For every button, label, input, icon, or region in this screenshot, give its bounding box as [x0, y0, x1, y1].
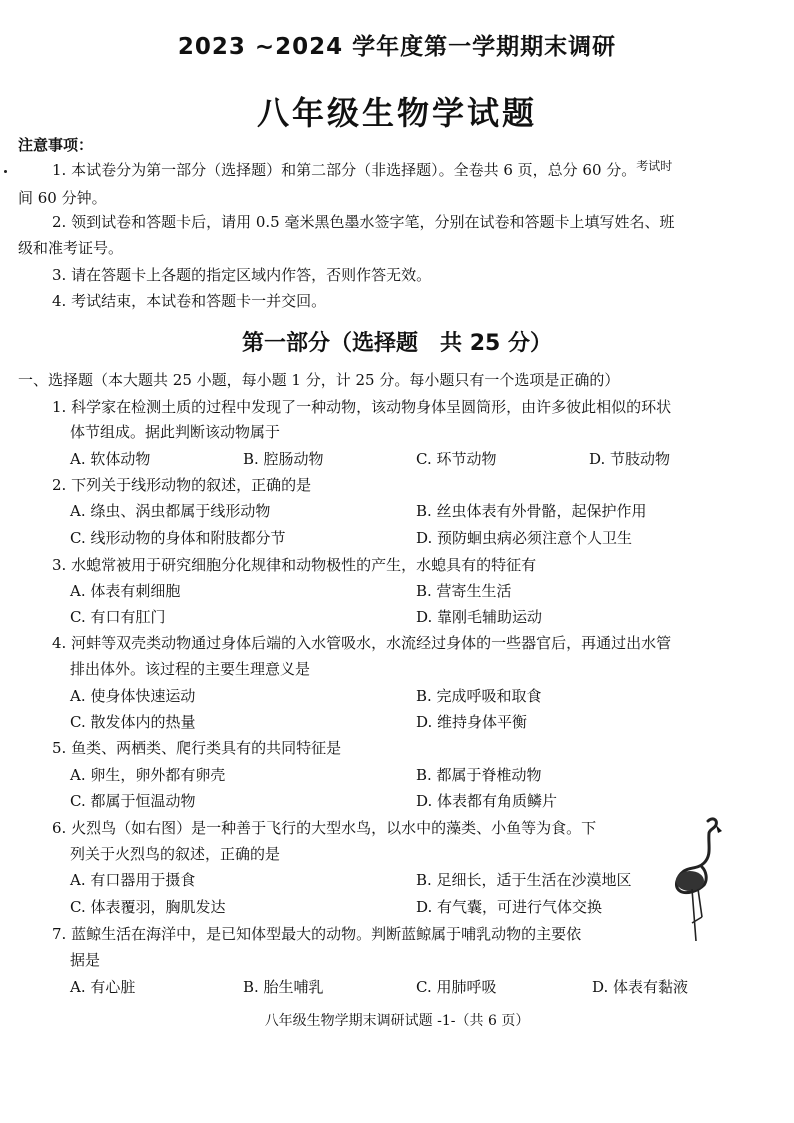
- question-7-option-c: C. 用肺呼吸: [416, 978, 497, 996]
- question-4-option-c: C. 散发体内的热量: [70, 713, 196, 731]
- notice-line-2: 2. 领到试卷和答题卡后，请用 0.5 毫米黑色墨水签字笔，分别在试卷和答题卡上填写姓名、班: [52, 213, 675, 231]
- question-5-option-a: A. 卵生，卵外都有卵壳: [70, 766, 226, 784]
- question-2-option-a: A. 绦虫、涡虫都属于线形动物: [70, 502, 271, 520]
- question-1-option-b: B. 腔肠动物: [243, 450, 324, 468]
- question-4-stem-1: 4. 河蚌等双壳类动物通过身体后端的入水管吸水，水流经过身体的一些器官后，再通过出水管: [52, 634, 672, 652]
- notice-line-1-text: 1. 本试卷分为第一部分（选择题）和第二部分（非选择题）。全卷共 6 页，总分 60 分。: [52, 161, 637, 179]
- flamingo-icon: [668, 815, 724, 945]
- question-1-option-a: A. 软体动物: [70, 450, 151, 468]
- question-7-stem-1: 7. 蓝鲸生活在海洋中，是已知体型最大的动物。判断蓝鲸属于哺乳动物的主要依: [52, 925, 582, 943]
- question-1-stem-1: 1. 科学家在检测土质的过程中发现了一种动物，该动物身体呈圆筒形，由许多彼此相似的环状: [52, 398, 672, 416]
- question-7-option-b: B. 胎生哺乳: [243, 978, 324, 996]
- question-3-option-c: C. 有口有肛门: [70, 608, 166, 626]
- question-5-option-c: C. 都属于恒温动物: [70, 792, 196, 810]
- question-5-option-b: B. 都属于脊椎动物: [416, 766, 542, 784]
- question-4-stem-2: 排出体外。该过程的主要生理意义是: [70, 660, 311, 678]
- question-1-stem-2: 体节组成。据此判断该动物属于: [70, 423, 281, 441]
- question-3-option-b: B. 营寄生生活: [416, 582, 512, 600]
- question-6-stem-2: 列关于火烈鸟的叙述，正确的是: [70, 845, 281, 863]
- question-6-option-a: A. 有口器用于摄食: [70, 871, 196, 889]
- question-2-option-d: D. 预防蛔虫病必须注意个人卫生: [416, 529, 633, 547]
- question-2-stem-1: 2. 下列关于线形动物的叙述，正确的是: [52, 476, 312, 494]
- notice-line-3: 3. 请在答题卡上各题的指定区域内作答，否则作答无效。: [52, 266, 432, 284]
- question-7-stem-2: 据是: [70, 951, 101, 969]
- notice-line-1-tail: 考试时: [636, 159, 673, 173]
- question-2-option-c: C. 线形动物的身体和附肢都分节: [70, 529, 286, 547]
- question-7-option-d: D. 体表有黏液: [592, 978, 689, 996]
- scan-speck: [4, 170, 7, 173]
- section-title: 第一部分（选择题 共 25 分）: [242, 331, 552, 356]
- question-7-option-a: A. 有心脏: [70, 978, 136, 996]
- notice-line-2b: 级和准考证号。: [18, 239, 124, 257]
- question-6-option-b: B. 足细长，适于生活在沙漠地区: [416, 871, 632, 889]
- question-1-option-d: D. 节肢动物: [589, 450, 671, 468]
- question-4-option-b: B. 完成呼吸和取食: [416, 687, 542, 705]
- question-6-option-d: D. 有气囊，可进行气体交换: [416, 898, 603, 916]
- question-1-option-c: C. 环节动物: [416, 450, 497, 468]
- exam-title: 八年级生物学试题: [256, 94, 537, 132]
- notice-line-1: [52, 160, 672, 181]
- question-3-stem-1: 3. 水螅常被用于研究细胞分化规律和动物极性的产生，水螅具有的特征有: [52, 556, 537, 574]
- question-4-option-a: A. 使身体快速运动: [70, 687, 196, 705]
- notice-line-4: 4. 考试结束，本试卷和答题卡一并交回。: [52, 292, 327, 310]
- question-6-option-c: C. 体表覆羽，胸肌发达: [70, 898, 226, 916]
- notice-heading: 注意事项：: [18, 136, 94, 154]
- question-4-option-d: D. 维持身体平衡: [416, 713, 528, 731]
- exam-header: 2023 ~2024 学年度第一学期期末调研: [177, 34, 617, 60]
- question-5-stem-1: 5. 鱼类、两栖类、爬行类具有的共同特征是: [52, 739, 342, 757]
- notice-line-1b: 间 60 分钟。: [18, 189, 107, 207]
- question-6-stem-1: 6. 火烈鸟（如右图）是一种善于飞行的大型水鸟，以水中的藻类、小鱼等为食。下: [52, 819, 597, 837]
- part-heading: 一、选择题（本大题共 25 小题，每小题 1 分，计 25 分。每小题只有一个选项是正确的）: [18, 371, 620, 389]
- question-5-option-d: D. 体表都有角质鳞片: [416, 792, 558, 810]
- page-footer: 八年级生物学期末调研试题 -1-（共 6 页）: [264, 1013, 530, 1029]
- question-3-option-d: D. 靠刚毛辅助运动: [416, 608, 543, 626]
- question-2-option-b: B. 丝虫体表有外骨骼，起保护作用: [416, 502, 647, 520]
- question-3-option-a: A. 体表有刺细胞: [70, 582, 181, 600]
